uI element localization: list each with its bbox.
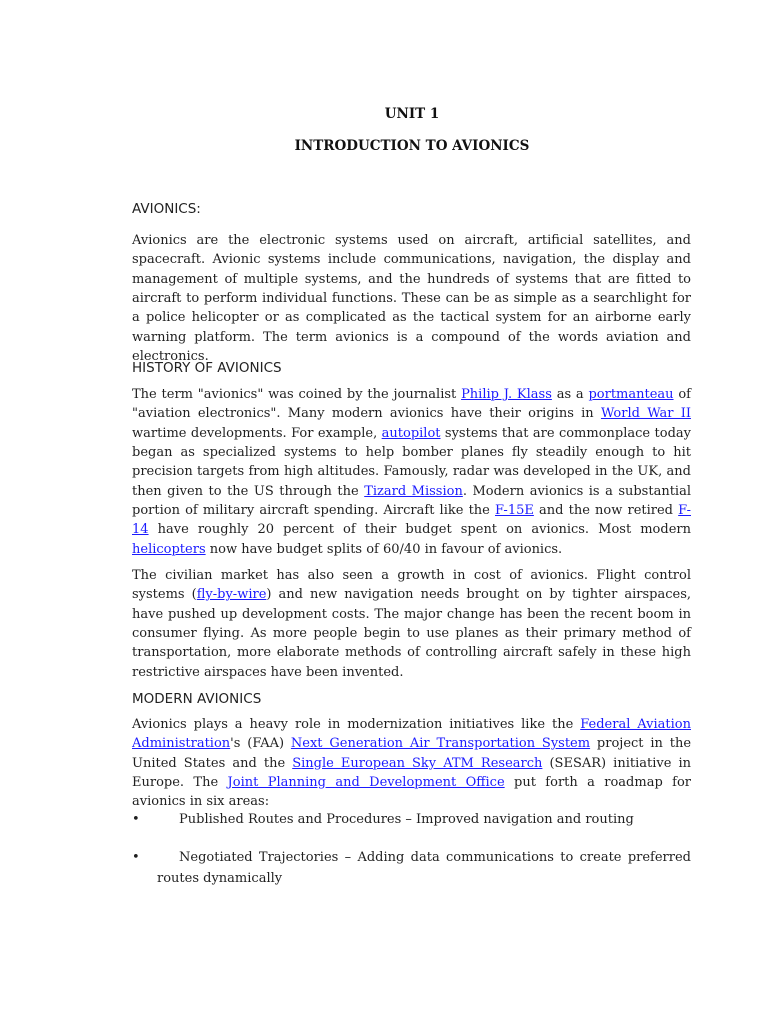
text-run: systems that are commonplace today began as specialized systems to help bomber planes fly steadily enough to hit precision targets from high altitudes. Famously, radar was developed in the UK, and then given to the US through the: [132, 425, 691, 499]
text-run: of "aviation electronics". Many modern avionics have their origins in: [132, 387, 691, 422]
text-run: The civilian market has also seen a growth in cost of avionics. Flight control systems (: [132, 568, 691, 603]
section-heading-avionics: AVIONICS:: [132, 201, 201, 217]
paragraph-avionics-definition: Avionics are the electronic systems used on aircraft, artificial satellites, and spacecraft. Avionic systems include communications, navigation, the display and management of multiple systems, and the hundreds of systems that are fitted to aircraft to perform individual functions. These can be as simple as a searchlight for a police helicopter or as complicated as the tactical system for an airborne early warning platform. The term avionics is a compound of the words aviation and electronics.: [132, 233, 691, 365]
paragraph-civilian-market: [132, 566, 691, 682]
text-run: Avionics plays a heavy role in modernization initiatives like the: [132, 717, 581, 732]
text-run: The term "avionics" was coined by the journalist: [132, 387, 462, 402]
link-jpdo[interactable]: Joint Planning and Development Office: [227, 775, 505, 791]
bullet-icon: •: [132, 812, 140, 827]
section-heading-history: HISTORY OF AVIONICS: [132, 360, 282, 376]
section-heading-modern: MODERN AVIONICS: [132, 691, 262, 707]
paragraph-history: [132, 385, 691, 559]
link-fly-by-wire[interactable]: fly-by-wire: [196, 587, 267, 603]
bullet-label: Negotiated Trajectories – Adding data communications to create preferred routes dynamically: [157, 850, 691, 886]
link-f-15e[interactable]: F-15E: [495, 503, 534, 519]
bullet-label: Published Routes and Procedures – Improved navigation and routing: [179, 812, 634, 827]
link-f-14[interactable]: F-14: [132, 503, 691, 538]
text-run: and the now retired: [533, 503, 679, 519]
text-run: (SESAR) initiative in Europe. The: [132, 755, 692, 791]
link-sesar[interactable]: Single European Sky ATM Research: [292, 755, 543, 771]
link-faa[interactable]: Federal Aviation Administration: [132, 717, 691, 752]
link-world-war-ii[interactable]: World War II: [600, 406, 691, 422]
link-philip-klass[interactable]: Philip J. Klass: [461, 387, 552, 402]
bullet-icon: •: [132, 850, 140, 865]
unit-title: UNIT 1: [384, 106, 440, 122]
text-run: . Modern avionics is a substantial portion of military aircraft spending. Aircraft like the: [132, 483, 691, 519]
link-helicopters[interactable]: helicopters: [132, 541, 206, 557]
link-autopilot[interactable]: autopilot: [381, 425, 441, 441]
text-run: as a: [551, 387, 589, 402]
paragraph-modern-avionics: [132, 715, 691, 812]
link-portmanteau[interactable]: portmanteau: [588, 387, 674, 402]
bullet-text: [157, 809, 691, 830]
link-tizard-mission[interactable]: Tizard Mission: [364, 483, 463, 499]
bullet-item: [132, 809, 691, 830]
text-run: wartime developments. For example,: [132, 425, 382, 441]
text-run: ) and new navigation needs brought on by tighter airspaces, have pushed up development costs. The major change has been the recent boom in consumer flying. As more people begin to use planes as their primary method of transportation, more elaborate methods of controlling aircraft safely in these high restrictive airspaces have been invented.: [132, 587, 691, 680]
bullet-item: [132, 847, 691, 889]
bullet-text: [157, 847, 691, 889]
link-nextgen[interactable]: Next Generation Air Transportation System: [290, 736, 591, 752]
document-title: INTRODUCTION TO AVIONICS: [294, 138, 530, 154]
text-run: project in the United States and the: [132, 736, 692, 771]
text-run: 's (FAA): [230, 736, 291, 752]
text-run: have roughly 20 percent of their budget spent on avionics. Most modern: [148, 522, 691, 538]
text-run: put forth a roadmap for avionics in six areas:: [132, 775, 691, 810]
text-run: now have budget splits of 60/40 in favour of avionics.: [205, 541, 563, 557]
